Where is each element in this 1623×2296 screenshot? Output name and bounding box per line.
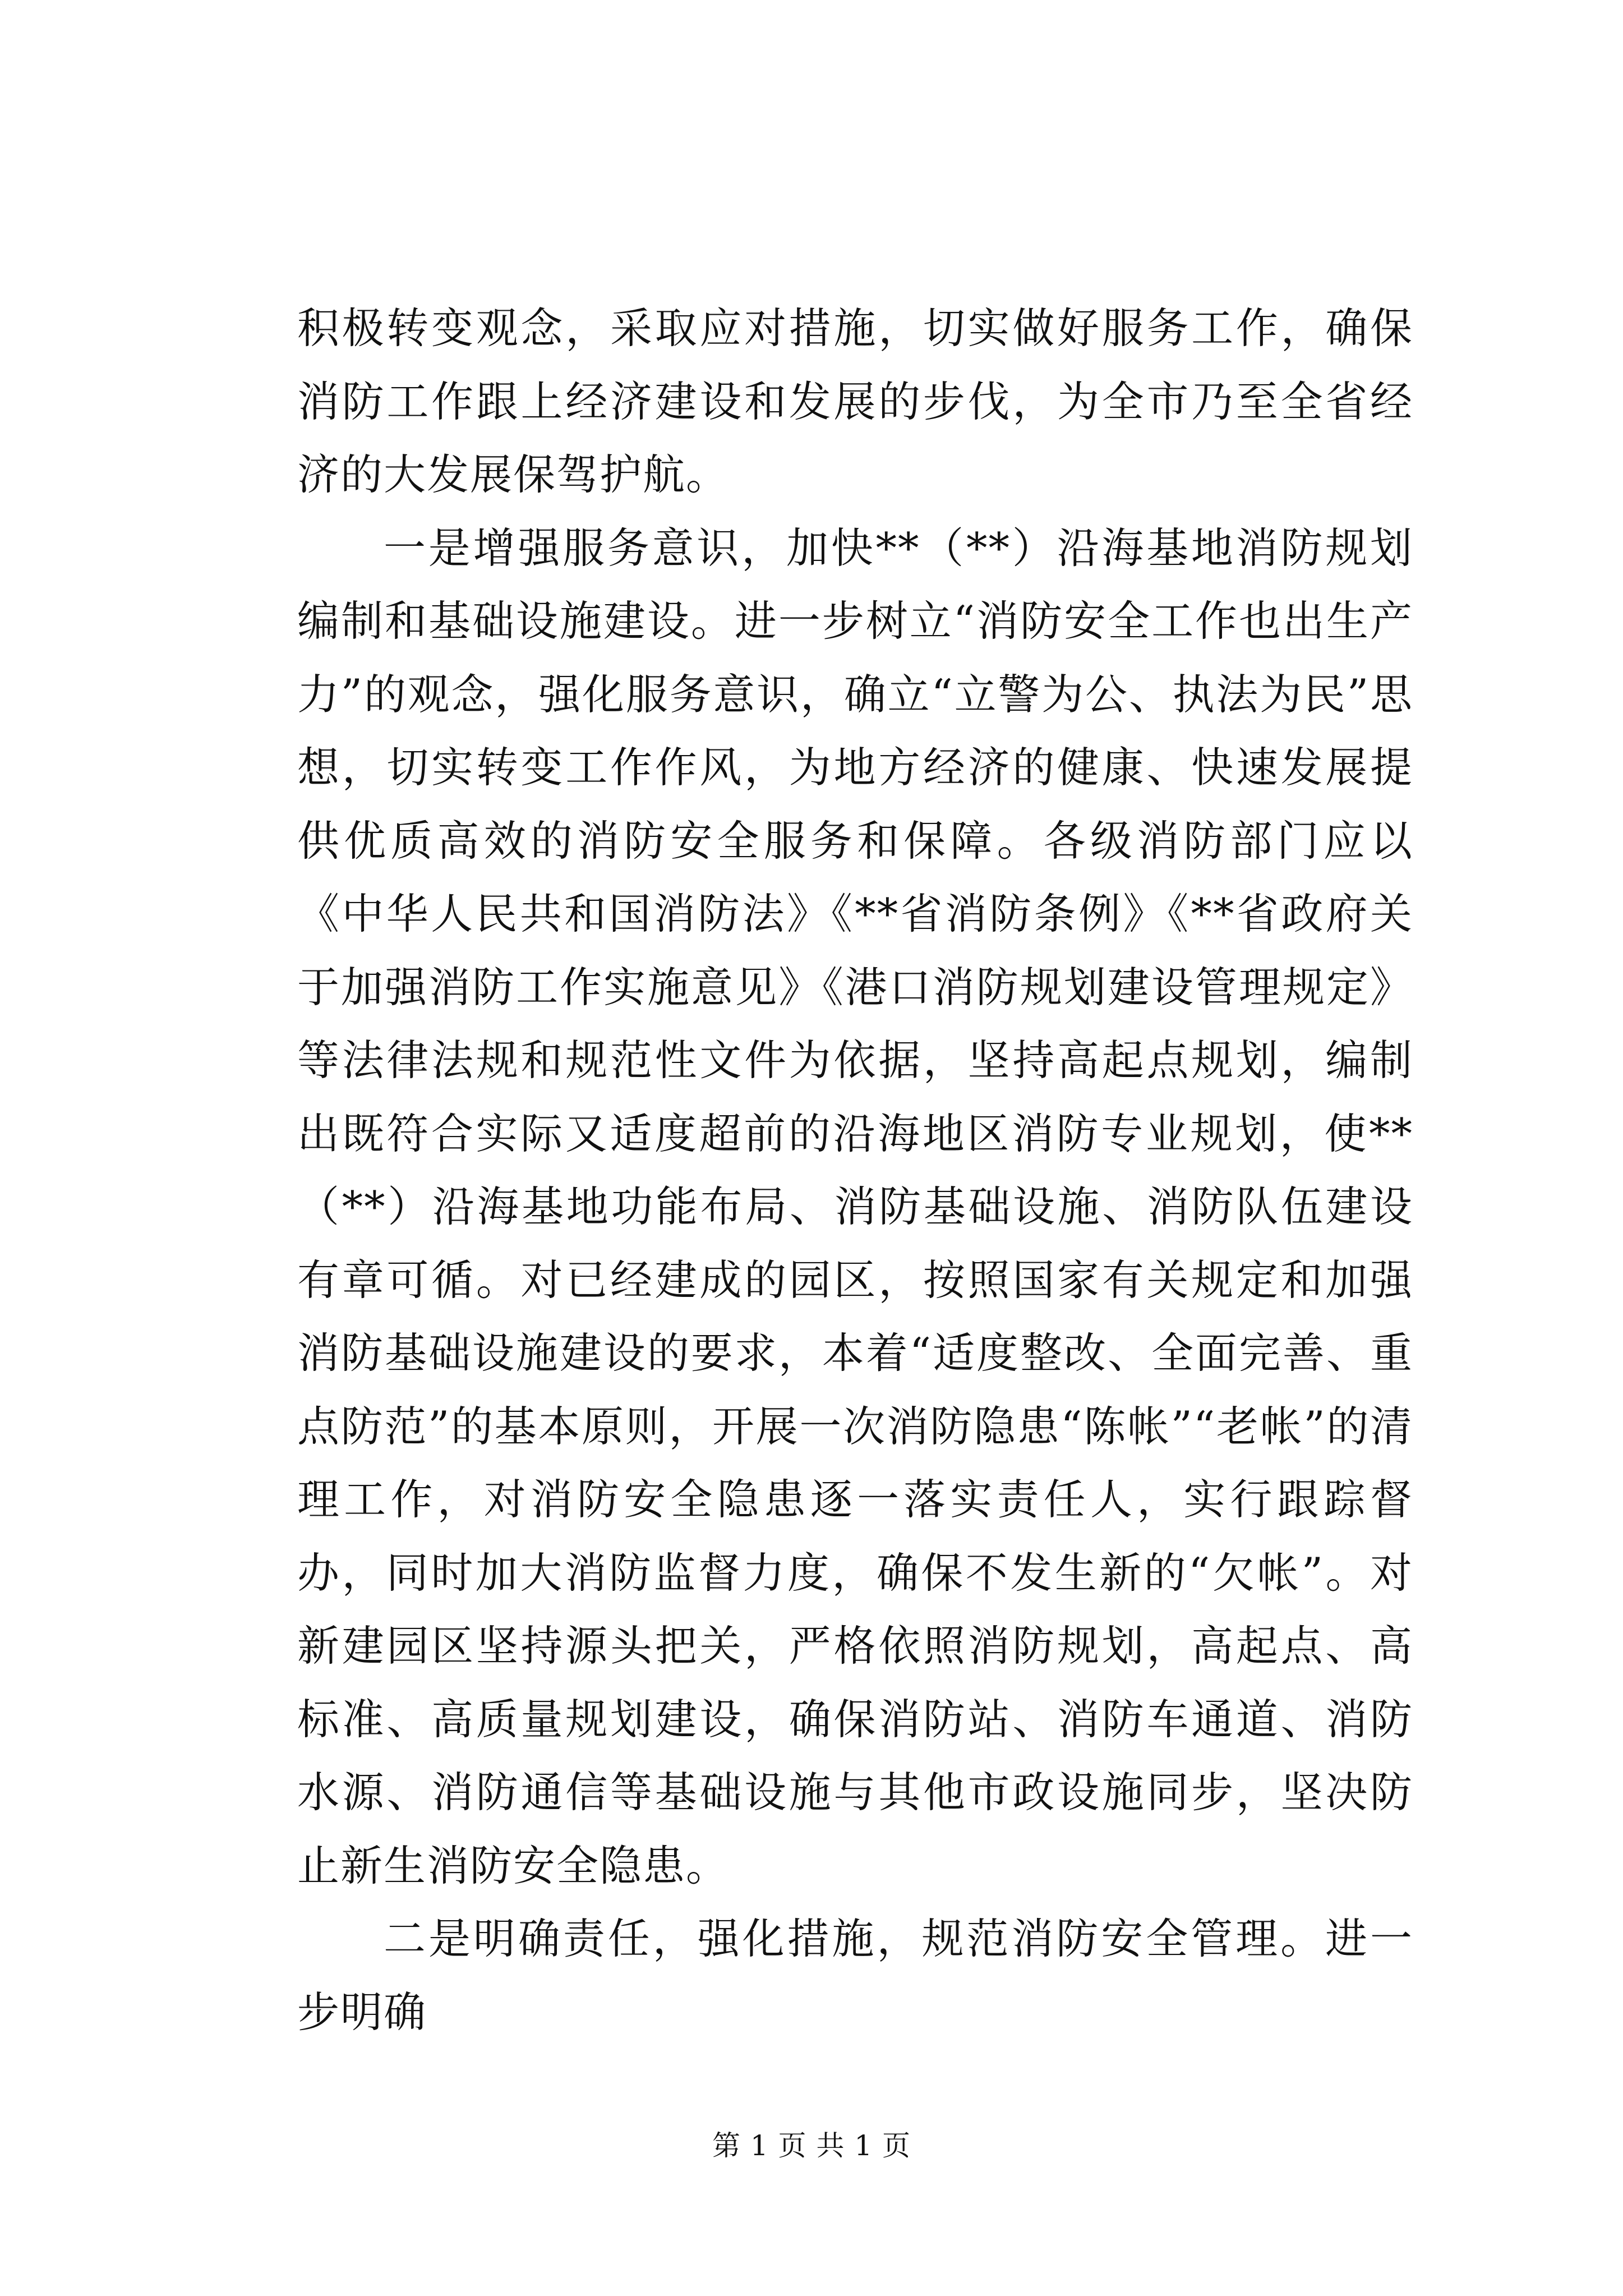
paragraph-service-awareness: 一是增强服务意识，加快**（**）沿海基地消防规划编制和基础设施建设。进一步树立“消防安全工作也出生产力”的观念，强化服务意识，确立“立警为公、执法为民”思想，切实转变工作作风，为地方经济的健康、快速发展提供优质高效的消防安全服务和保障。各级消防部门应以《中华人民共和国消防法》《**省消防条例》《**省政府关于加强消防工作实施意见》《港口消防规划建设管理规定》等法律法规和规范性文件为依据，坚持高起点规划，编制出既符合实际又适度超前的沿海地区消防专业规划，使**（**）沿海基地功能布局、消防基础设施、消防队伍建设有章可循。对已经建成的园区，按照国家有关规定和加强消防基础设施建设的要求，本着“适度整改、全面完善、重点防范”的基本原则，开展一次消防隐患“陈帐”“老帐”的清理工作，对消防安全隐患逐一落实责任人，实行跟踪督办，同时加大消防监督力度，确保不发生新的“欠帐”。对新建园区坚持源头把关，严格依照消防规划，高起点、高标准、高质量规划建设，确保消防站、消防车通道、消防水源、消防通信等基础设施与其他市政设施同步，坚决防止新生消防安全隐患。: [297, 523, 1413, 1890]
document-body: [297, 292, 1413, 2049]
paragraph-continuation: 积极转变观念，采取应对措施，切实做好服务工作，确保消防工作跟上经济建设和发展的步伐，为全市乃至全省经济的大发展保驾护航。: [297, 303, 1413, 499]
page-footer: 第 1 页 共 1 页: [712, 2129, 911, 2162]
paragraph-responsibility: 二是明确责任，强化措施，规范消防安全管理。进一步明确: [297, 1914, 1413, 2037]
